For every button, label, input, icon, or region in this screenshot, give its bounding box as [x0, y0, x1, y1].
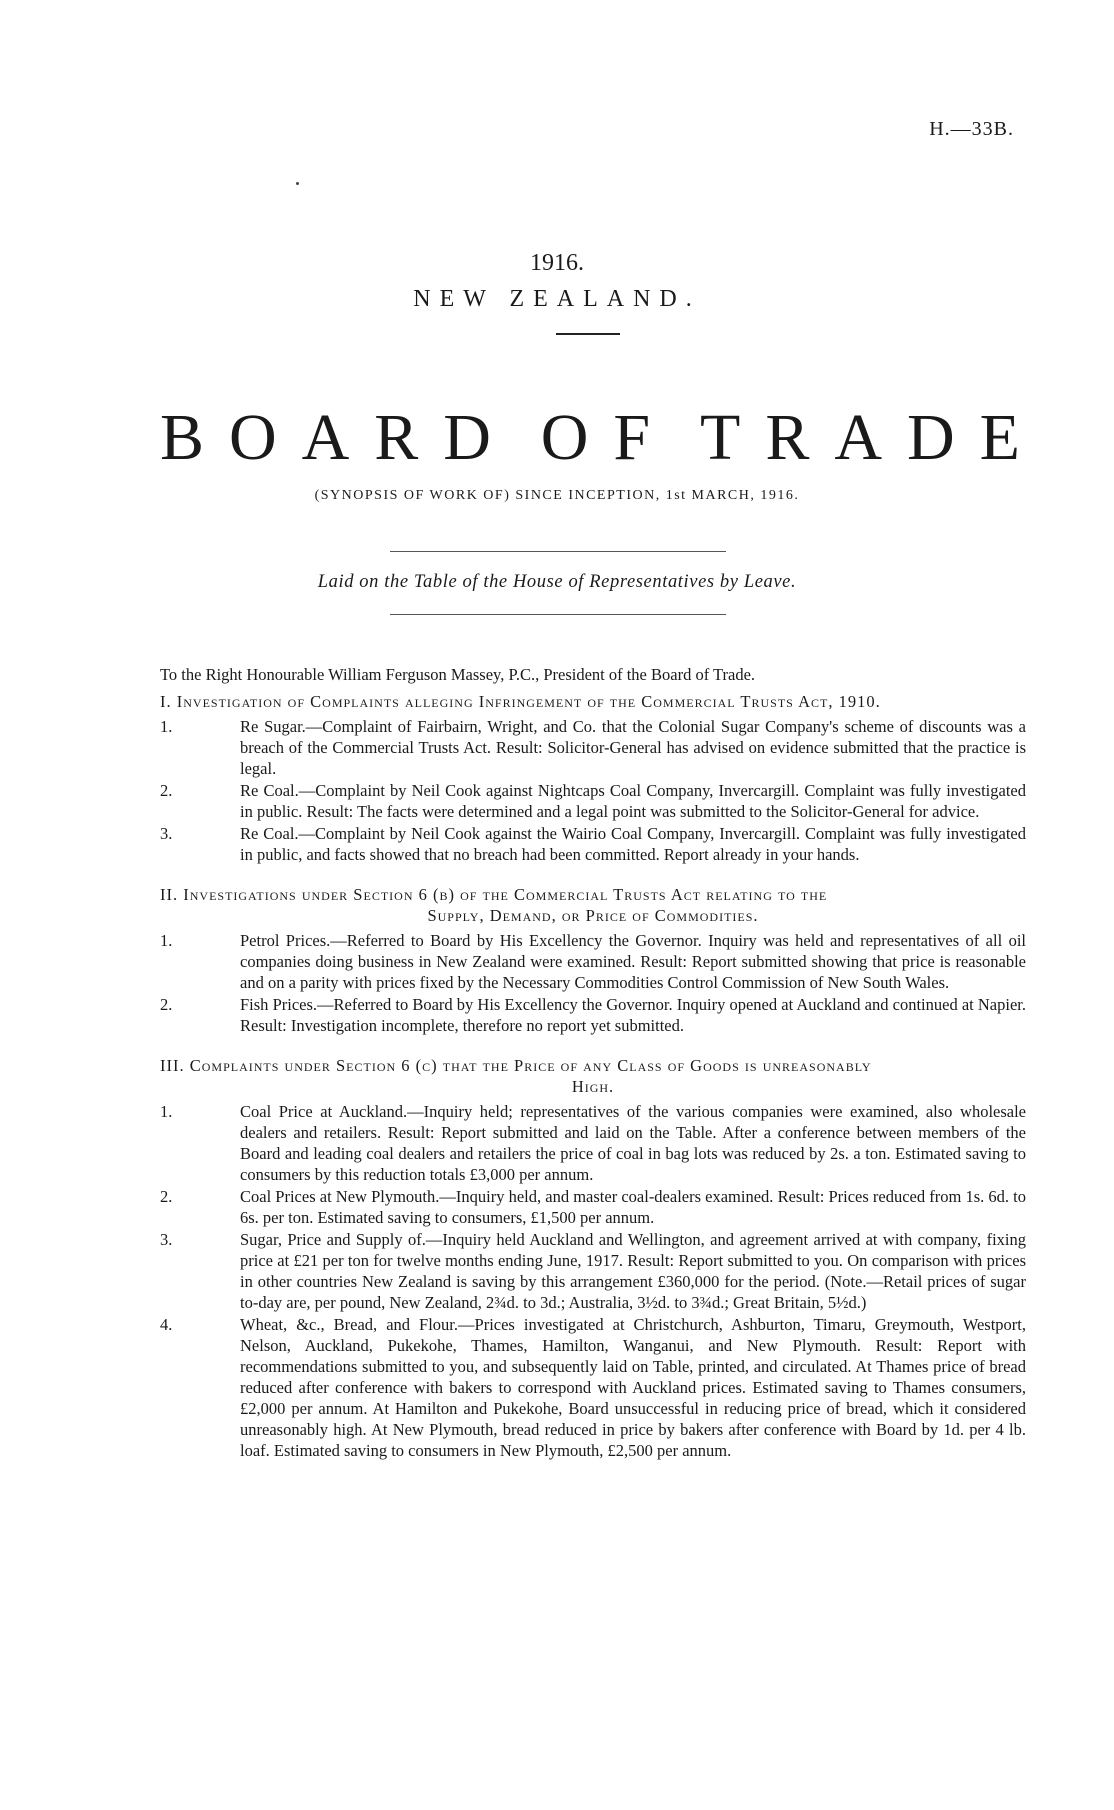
item-list — [160, 1101, 1026, 1461]
title-letter: O — [540, 401, 589, 474]
section-gap — [160, 866, 1026, 884]
title-letter: B — [160, 401, 205, 474]
item-text: Sugar, Price and Supply of.—Inquiry held Auckland and Wellington, and agreement arrived at with company, fixing price at £21 per ton for twelve months ending June, 1917. Result: Report submitted to you. On comparison with prices in other countries New Zealand is saving by this arrangement £360,000 for the period. (Note.—Retail prices of sugar to-day are, per pound, New Zealand, 2¾d. to 3d.; Australia, 3½d. to 3¾d.; Great Britain, 5½d.) — [240, 1230, 1026, 1312]
main-title — [160, 400, 1020, 476]
section-heading-continuation: Supply, Demand, or Price of Commodities. — [427, 906, 759, 925]
item-number: 4. — [160, 1315, 173, 1334]
item-number: 1. — [160, 1102, 173, 1121]
section-heading — [160, 884, 1026, 926]
list-item — [160, 780, 1026, 822]
divider-lower — [390, 614, 726, 615]
list-item — [160, 823, 1026, 865]
section-heading — [160, 1055, 1026, 1097]
item-text: Re Coal.—Complaint by Neil Cook against the Wairio Coal Company, Invercargill. Complaint was fully investigated in public, and facts showed that no breach had been committed. Report already in your hands. — [240, 824, 1026, 864]
document-year: 1916. — [530, 250, 584, 276]
title-letter: F — [613, 401, 651, 474]
item-text: Coal Price at Auckland.—Inquiry held; representatives of the various companies were examined, also wholesale dealers and retailers. Result: Report submitted and laid on the Table. After a conference between members of the Board and leading coal dealers and retailers the price of coal in bag lots was reduced by 2s. a ton. Estimated saving to consumers by this reduction totals £3,000 per annum. — [240, 1102, 1026, 1184]
item-text: Re Sugar.—Complaint of Fairbairn, Wright, and Co. that the Colonial Sugar Company's scheme of discounts was a breach of the Commercial Trusts Act. Result: Solicitor-General has advised on evidence submitted that the practice is legal. — [240, 717, 1026, 778]
title-letter: R — [374, 401, 419, 474]
item-list — [160, 930, 1026, 1036]
list-item — [160, 994, 1026, 1036]
country-heading: NEW ZEALAND. — [413, 286, 701, 312]
title-letter: T — [700, 401, 741, 474]
item-number: 2. — [160, 781, 173, 800]
title-letter: O — [228, 401, 277, 474]
item-text: Wheat, &c., Bread, and Flour.—Prices investigated at Christchurch, Ashburton, Timaru, Greymouth, Westport, Nelson, Auckland, Pukekohe, Thames, Hamilton, Wanganui, and New Plymouth. Result: Report with recommendations submitted to you, and subsequently laid on Table, printed, and circulated. At Thames price of bread reduced after conference with bakers to correspond with Auckland prices. Estimated saving to Thames consumers, £2,000 per annum. At Hamilton and Pukekohe, Board unsuccessful in reducing price of bread, which it considered unreasonably high. At New Plymouth, bread reduced in price by bakers after conference with Board by 1d. per 4 lb. loaf. Estimated saving to consumers in New Plymouth, £2,500 per annum. — [240, 1315, 1026, 1460]
list-item — [160, 1229, 1026, 1313]
address-line: To the Right Honourable William Ferguson Massey, P.C., President of the Board of Trade. — [160, 665, 756, 684]
list-item — [160, 930, 1026, 993]
item-number: 1. — [160, 931, 173, 950]
list-item — [160, 1186, 1026, 1228]
section-heading — [160, 691, 1026, 712]
title-divider — [556, 333, 620, 335]
item-number: 3. — [160, 1230, 173, 1249]
item-text: Fish Prices.—Referred to Board by His Excellency the Governor. Inquiry opened at Auckland and continued at Napier. Result: Investigation incomplete, therefore no report yet submitted. — [240, 995, 1026, 1035]
item-number: 2. — [160, 1187, 173, 1206]
laid-on-table-line: Laid on the Table of the House of Representatives by Leave. — [317, 572, 797, 592]
title-letter: E — [979, 401, 1020, 474]
item-number: 2. — [160, 995, 173, 1014]
list-item — [160, 1101, 1026, 1185]
item-text: Coal Prices at New Plymouth.—Inquiry held, and master coal-dealers examined. Result: Prices reduced from 1s. 6d. to 6s. per ton. Estimated saving to consumers, £1,500 per annum. — [240, 1187, 1026, 1227]
title-letter: A — [834, 401, 882, 474]
document-reference: H.—33B. — [929, 118, 1014, 140]
section-heading-continuation: High. — [571, 1077, 615, 1096]
item-text: Petrol Prices.—Referred to Board by His Excellency the Governor. Inquiry was held and representatives of all oil companies doing business in New Zealand were examined. Result: Report submitted showing that price is reasonable and on a parity with prices fixed by the Necessary Commodities Control Commission of New South Wales. — [240, 931, 1026, 992]
subtitle: (SYNOPSIS OF WORK OF) SINCE INCEPTION, 1st MARCH, 1916. — [314, 488, 800, 503]
list-item — [160, 1314, 1026, 1461]
item-list — [160, 716, 1026, 865]
section-gap — [160, 1037, 1026, 1055]
item-number: 1. — [160, 717, 173, 736]
report-body — [160, 664, 1026, 1462]
section-heading-text: III. Complaints under Section 6 (c) that the Price of any Class of Goods is unreasonably — [160, 1056, 872, 1075]
item-number: 3. — [160, 824, 173, 843]
title-letter: D — [443, 401, 491, 474]
section-heading-text: I. Investigation of Complaints alleging Infringement of the Commercial Trusts Act, 1910. — [160, 692, 881, 711]
item-text: Re Coal.—Complaint by Neil Cook against Nightcaps Coal Company, Invercargill. Complaint was fully investigated in public. Result: The facts were determined and a legal point was submitted to the Solicitor-General for advice. — [240, 781, 1026, 821]
title-letter: A — [301, 401, 350, 474]
printer-mark — [296, 182, 299, 185]
divider-upper — [390, 551, 726, 552]
section-heading-text: II. Investigations under Section 6 (b) of the Commercial Trusts Act relating to the — [160, 885, 828, 904]
title-letter: D — [906, 401, 955, 474]
list-item — [160, 716, 1026, 779]
sections-container — [160, 691, 1026, 1461]
title-letter: R — [765, 401, 810, 474]
